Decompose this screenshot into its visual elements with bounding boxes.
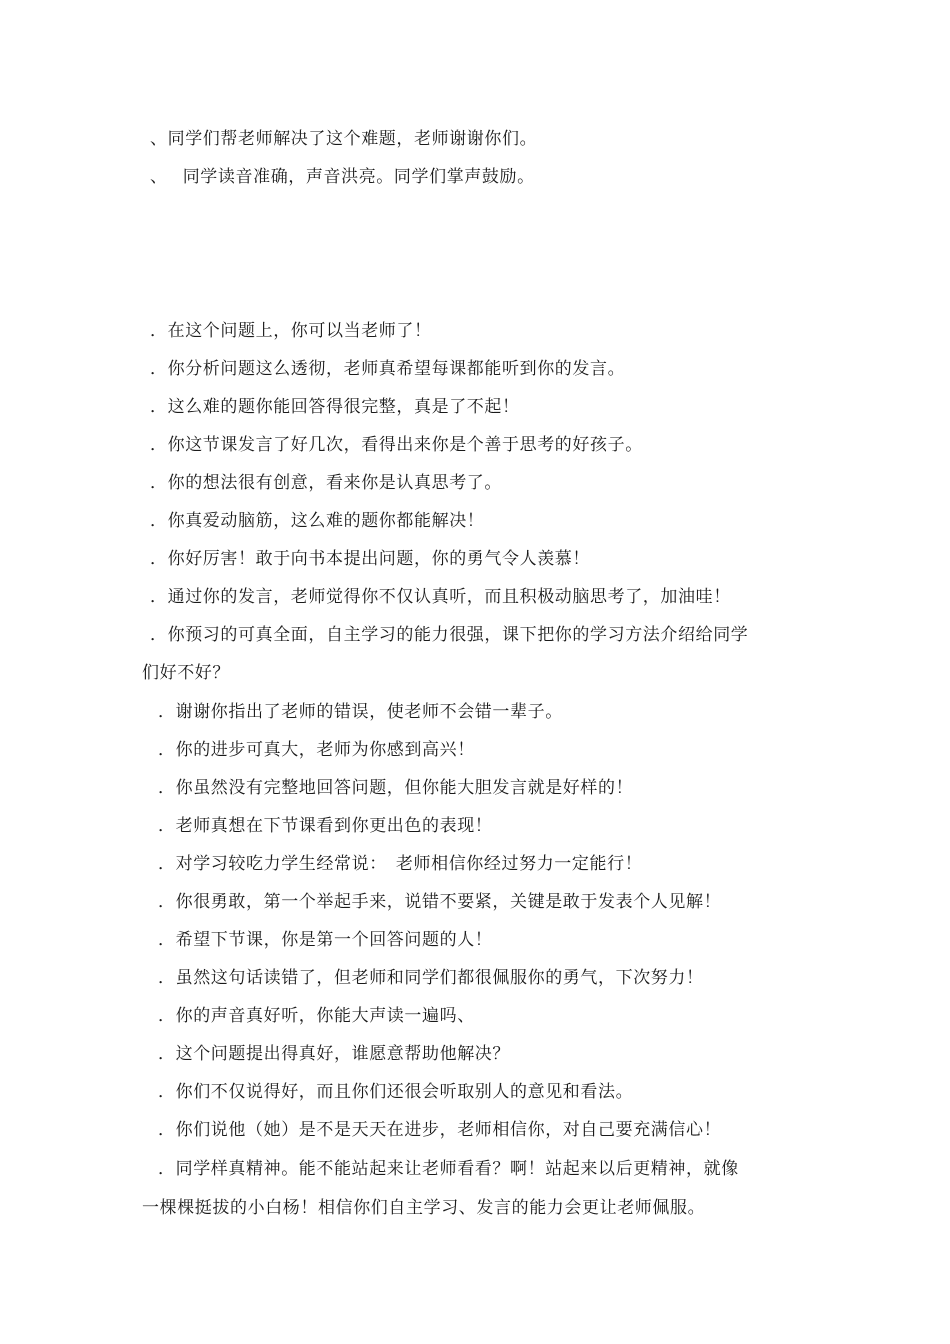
list-item: ．你预习的可真全面，自主学习的能力很强，课下把你的学习方法介绍给同学 [150,625,749,645]
list-item: ．虽然这句话读错了，但老师和同学们都很佩服你的勇气，下次努力！ [158,968,704,988]
list-item: ．你的想法很有创意，看来你是认真思考了。 [150,473,502,493]
list-item-continuation: 一棵棵挺拔的小白杨！相信你们自主学习、发言的能力会更让老师佩服。 [142,1198,706,1218]
list-item: ．老师真想在下节课看到你更出色的表现！ [158,816,493,836]
top-line-1: 、同学们帮老师解决了这个难题，老师谢谢你们。 [150,129,538,149]
list-item-continuation: 们好不好？ [142,663,230,683]
list-item: ．你真爱动脑筋，这么难的题你都能解决！ [150,511,485,531]
list-item: ．对学习较吃力学生经常说： 老师相信你经过努力一定能行！ [158,854,643,874]
top-line-2: 、 同学读音准确，声音洪亮。同学们掌声鼓励。 [150,167,535,187]
list-item: ．你的声音真好听，你能大声读一遍吗、 [158,1006,475,1026]
list-item: ．你很勇敢，第一个举起手来，说错不要紧，关键是敢于发表个人见解！ [158,892,722,912]
list-item: ．你分析问题这么透彻，老师真希望每课都能听到你的发言。 [150,359,626,379]
list-item: ．你这节课发言了好几次，看得出来你是个善于思考的好孩子。 [150,435,643,455]
list-item: ．这么难的题你能回答得很完整，真是了不起！ [150,397,520,417]
list-item: ．你的进步可真大，老师为你感到高兴！ [158,740,475,760]
list-item: ．谢谢你指出了老师的错误，使老师不会错一辈子。 [158,702,563,722]
list-item: ．同学样真精神。能不能站起来让老师看看？啊！站起来以后更精神，就像 [158,1159,739,1179]
list-item: ．你们不仅说得好，而且你们还很会听取别人的意见和看法。 [158,1082,634,1102]
list-item: ．通过你的发言，老师觉得你不仅认真听，而且积极动脑思考了，加油哇！ [150,587,731,607]
list-item: ．你好厉害！敢于向书本提出问题，你的勇气令人羡慕！ [150,549,590,569]
list-item: ．希望下节课，你是第一个回答问题的人！ [158,930,493,950]
list-item: ．这个问题提出得真好，谁愿意帮助他解决？ [158,1044,510,1064]
list-item: ．你虽然没有完整地回答问题，但你能大胆发言就是好样的！ [158,778,634,798]
list-item: ．你们说他（她）是不是天天在进步，老师相信你，对自己要充满信心！ [158,1120,722,1140]
list-item: ．在这个问题上，你可以当老师了！ [150,321,432,341]
